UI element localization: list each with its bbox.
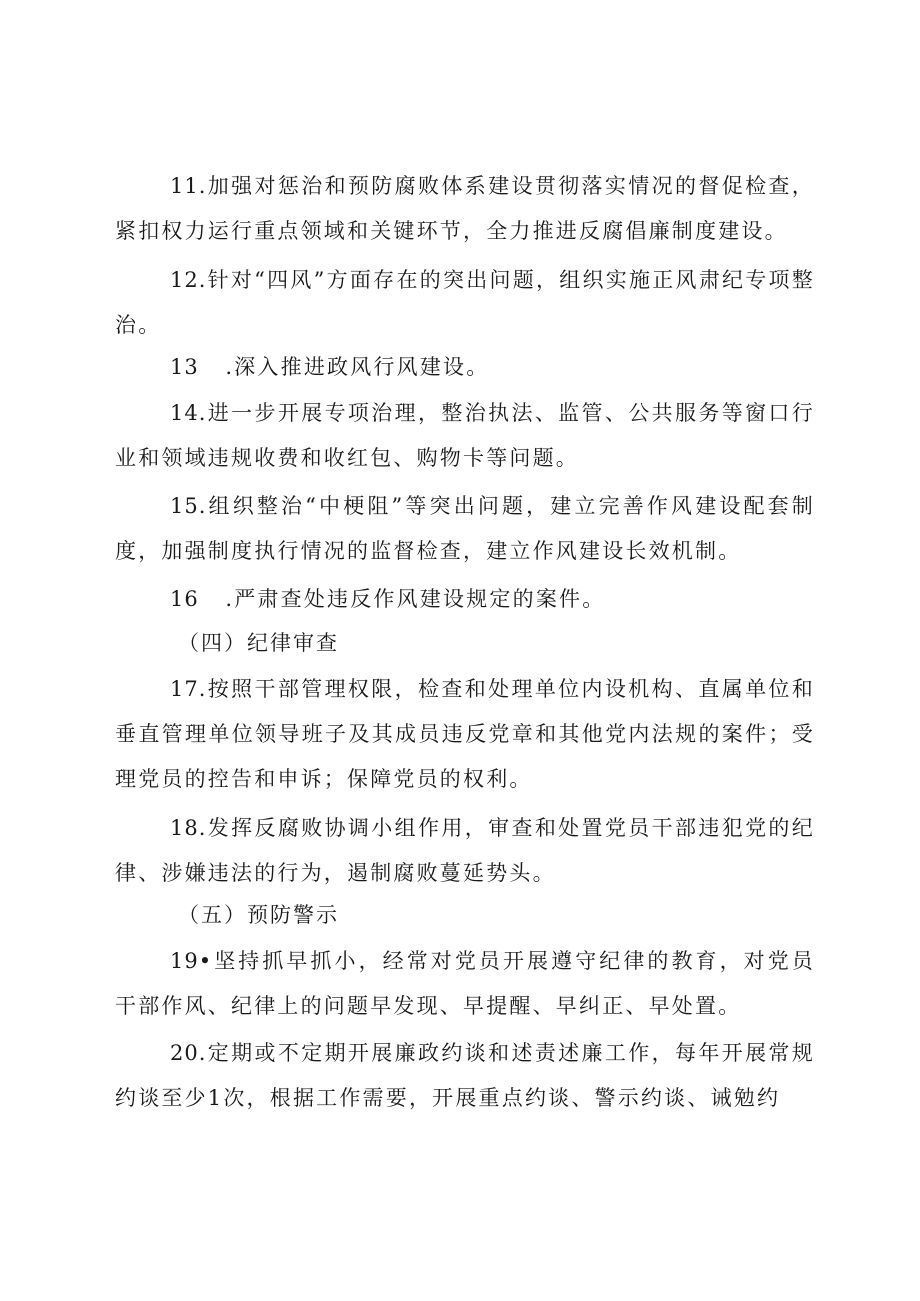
item-number: 19 (170, 949, 199, 973)
paragraph-13 (115, 345, 815, 390)
item-text: .针对“四风”方面存在的突出问题，组织实施正风肃纪专项整治。 (115, 268, 815, 337)
item-number: 17 (170, 677, 199, 701)
paragraph-14 (115, 391, 815, 481)
item-number: 15 (170, 494, 199, 518)
item-text: .严肃查处违反作风建设规定的案件。 (198, 587, 606, 611)
paragraph-11 (115, 164, 815, 254)
paragraph-20 (115, 1031, 815, 1121)
item-text: .组织整治“中梗阻”等突出问题，建立完善作风建设配套制度，加强制度执行情况的监督检查，建立作风建设长效机制。 (115, 494, 815, 563)
item-number: 13 (170, 355, 199, 379)
section-heading-prevention-warning: （五）预防警示 (178, 903, 339, 927)
item-number: 18 (170, 816, 199, 840)
paragraph-12 (115, 258, 815, 348)
item-number: 20 (170, 1041, 199, 1065)
item-number: 16 (170, 587, 199, 611)
paragraph-18 (115, 806, 815, 896)
paragraph-19 (115, 939, 815, 1029)
paragraph-16 (115, 577, 815, 622)
item-text: .深入推进政风行风建设。 (198, 355, 490, 379)
item-text: .按照干部管理权限，检查和处理单位内设机构、直属单位和垂直管理单位领导班子及其成员违反党章和其他党内法规的案件；受理党员的控告和申诉；保障党员的权利。 (115, 677, 815, 791)
item-text: •坚持抓早抓小，经常对党员开展遵守纪律的教育，对党员干部作风、纪律上的问题早发现、早提醒、早纠正、早处置。 (115, 949, 815, 1018)
item-number: 11 (170, 174, 199, 198)
paragraph-15 (115, 484, 815, 574)
paragraph-17 (115, 667, 815, 802)
item-text: .发挥反腐败协调小组作用，审查和处置党员干部违犯党的纪律、涉嫌违法的行为，遏制腐败蔓延势头。 (115, 816, 815, 885)
section-heading-discipline-review: （四）纪律审查 (178, 631, 339, 655)
item-text: .定期或不定期开展廉政约谈和述责述廉工作，每年开展常规约谈至少1次，根据工作需要，开展重点约谈、警示约谈、诫勉约 (115, 1041, 815, 1110)
item-number: 12 (170, 268, 199, 292)
item-text: .加强对惩治和预防腐败体系建设贯彻落实情况的督促检查，紧扣权力运行重点领域和关键环节，全力推进反腐倡廉制度建设。 (115, 174, 815, 243)
item-text: .进一步开展专项治理，整治执法、监管、公共服务等窗口行业和领域违规收费和收红包、购物卡等问题。 (115, 401, 815, 470)
item-number: 14 (170, 401, 199, 425)
